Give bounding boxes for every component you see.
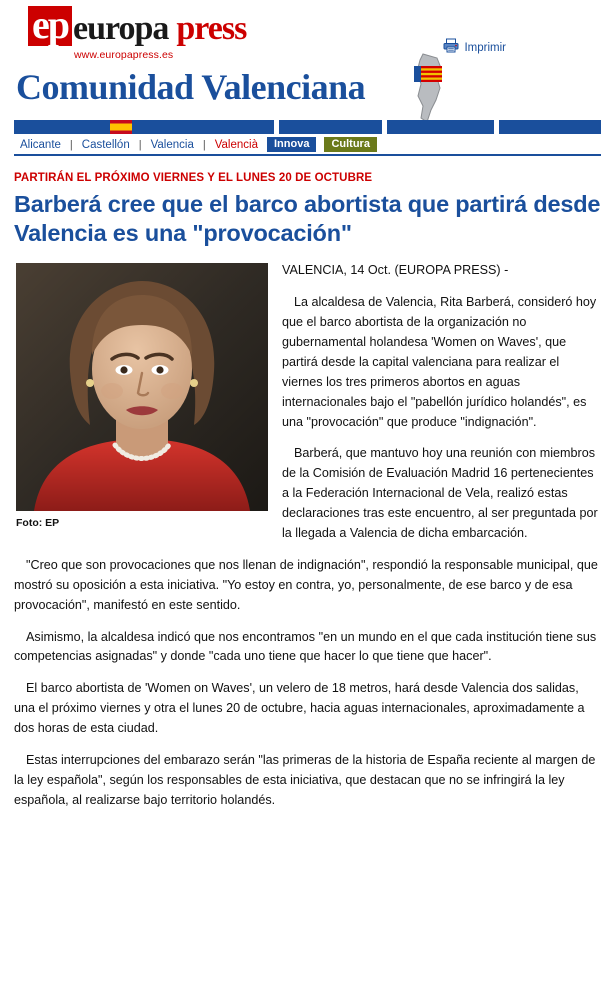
valencia-map-icon	[407, 52, 453, 126]
site-url: www.europapress.es	[74, 49, 174, 61]
nav-separator: |	[69, 138, 73, 151]
strip-gap	[382, 120, 387, 134]
nav-tab-innova[interactable]: Innova	[267, 137, 316, 152]
site-logo[interactable]	[28, 2, 288, 61]
section-title-zone	[14, 66, 601, 118]
logo-europa-text: europa	[73, 10, 169, 47]
article-paragraph: Asimismo, la alcaldesa indicó que nos encontramos "en un mundo en el que cada institución tiene sus competencias asignadas" y donde "cada uno tiene que hacer lo que tiene que hacer".	[14, 629, 597, 664]
print-label: Imprimir	[464, 42, 506, 54]
logo-press-text: press	[176, 10, 247, 47]
article-paragraph: Barberá, que mantuvo hoy una reunión con miembros de la Comisión de Evaluación Madrid 16 pertenecientes a la Federación Internacional de Vela, realizó estas declaraciones tras este encuentro, al ser preguntada por la llegada a Valencia de dicha embarcación.	[282, 446, 598, 540]
article-kicker: PARTIRÁN EL PRÓXIMO VIERNES Y EL LUNES 20 DE OCTUBRE	[14, 172, 373, 184]
nav-separator: |	[202, 138, 206, 151]
page-content	[0, 0, 615, 118]
article-photo	[16, 263, 268, 511]
article-photo-block	[16, 263, 268, 529]
spain-flag-icon	[110, 120, 132, 134]
article-wrap	[0, 156, 615, 823]
article-paragraph: Estas interrupciones del embarazo serán "las primeras de la historia de España reciente al margen de la ley española", según los responsables de esta iniciativa, que destacan que no se infringirá la ley española, al realizarse bajo territorio holandés.	[14, 753, 596, 807]
nav-item-valencia[interactable]: Valencia	[150, 138, 194, 151]
article-dateline: VALENCIA, 14 Oct. (EUROPA PRESS) -	[282, 263, 509, 278]
article-paragraph: "Creo que son provocaciones que nos llenan de indignación", respondió la responsable municipal, que mostró su oposición a esta iniciativa. "Yo estoy en contra, yo, personalmente, de ese barco y de esa provocación", manifestó en este sentido.	[14, 557, 598, 612]
article-paragraph: La alcaldesa de Valencia, Rita Barberá, consideró hoy que el barco abortista de la organización no gubernamental holandesa 'Women on Waves', que partirá desde la capital valenciana para realizar el viernes los tres primeros abortos en aguas internacionales bajo el "pabellón jurídico holandés", es una "provocación" que produce "indignación".	[282, 295, 597, 429]
strip-gap	[494, 120, 499, 134]
nav-item-alicante[interactable]: Alicante	[20, 138, 61, 151]
nav-separator: |	[138, 138, 142, 151]
nav-item-castellon[interactable]: Castellón	[81, 138, 130, 151]
article-headline: Barberá cree que el barco abortista que partirá desde Valencia es una "provocación"	[14, 191, 601, 246]
section-nav	[14, 134, 601, 156]
nav-tab-cultura[interactable]: Cultura	[324, 137, 377, 152]
page-title: Comunidad Valenciana	[16, 67, 366, 107]
masthead	[14, 0, 601, 66]
photo-credit: Foto: EP	[16, 517, 60, 530]
strip-gap	[274, 120, 279, 134]
article-paragraph: El barco abortista de 'Women on Waves', un velero de 18 metros, hará desde Valencia dos salidas, una el próximo viernes y otra el lunes 20 de octubre, hacia aguas internacionales, aproximadamente a dos horas de esta ciudad.	[14, 681, 585, 736]
color-strip	[14, 120, 601, 134]
nav-item-valencia-val[interactable]: Valencià	[214, 138, 258, 151]
article	[14, 156, 601, 823]
logo-ep-mark: ep	[28, 6, 72, 46]
strip-wrap	[0, 120, 615, 156]
